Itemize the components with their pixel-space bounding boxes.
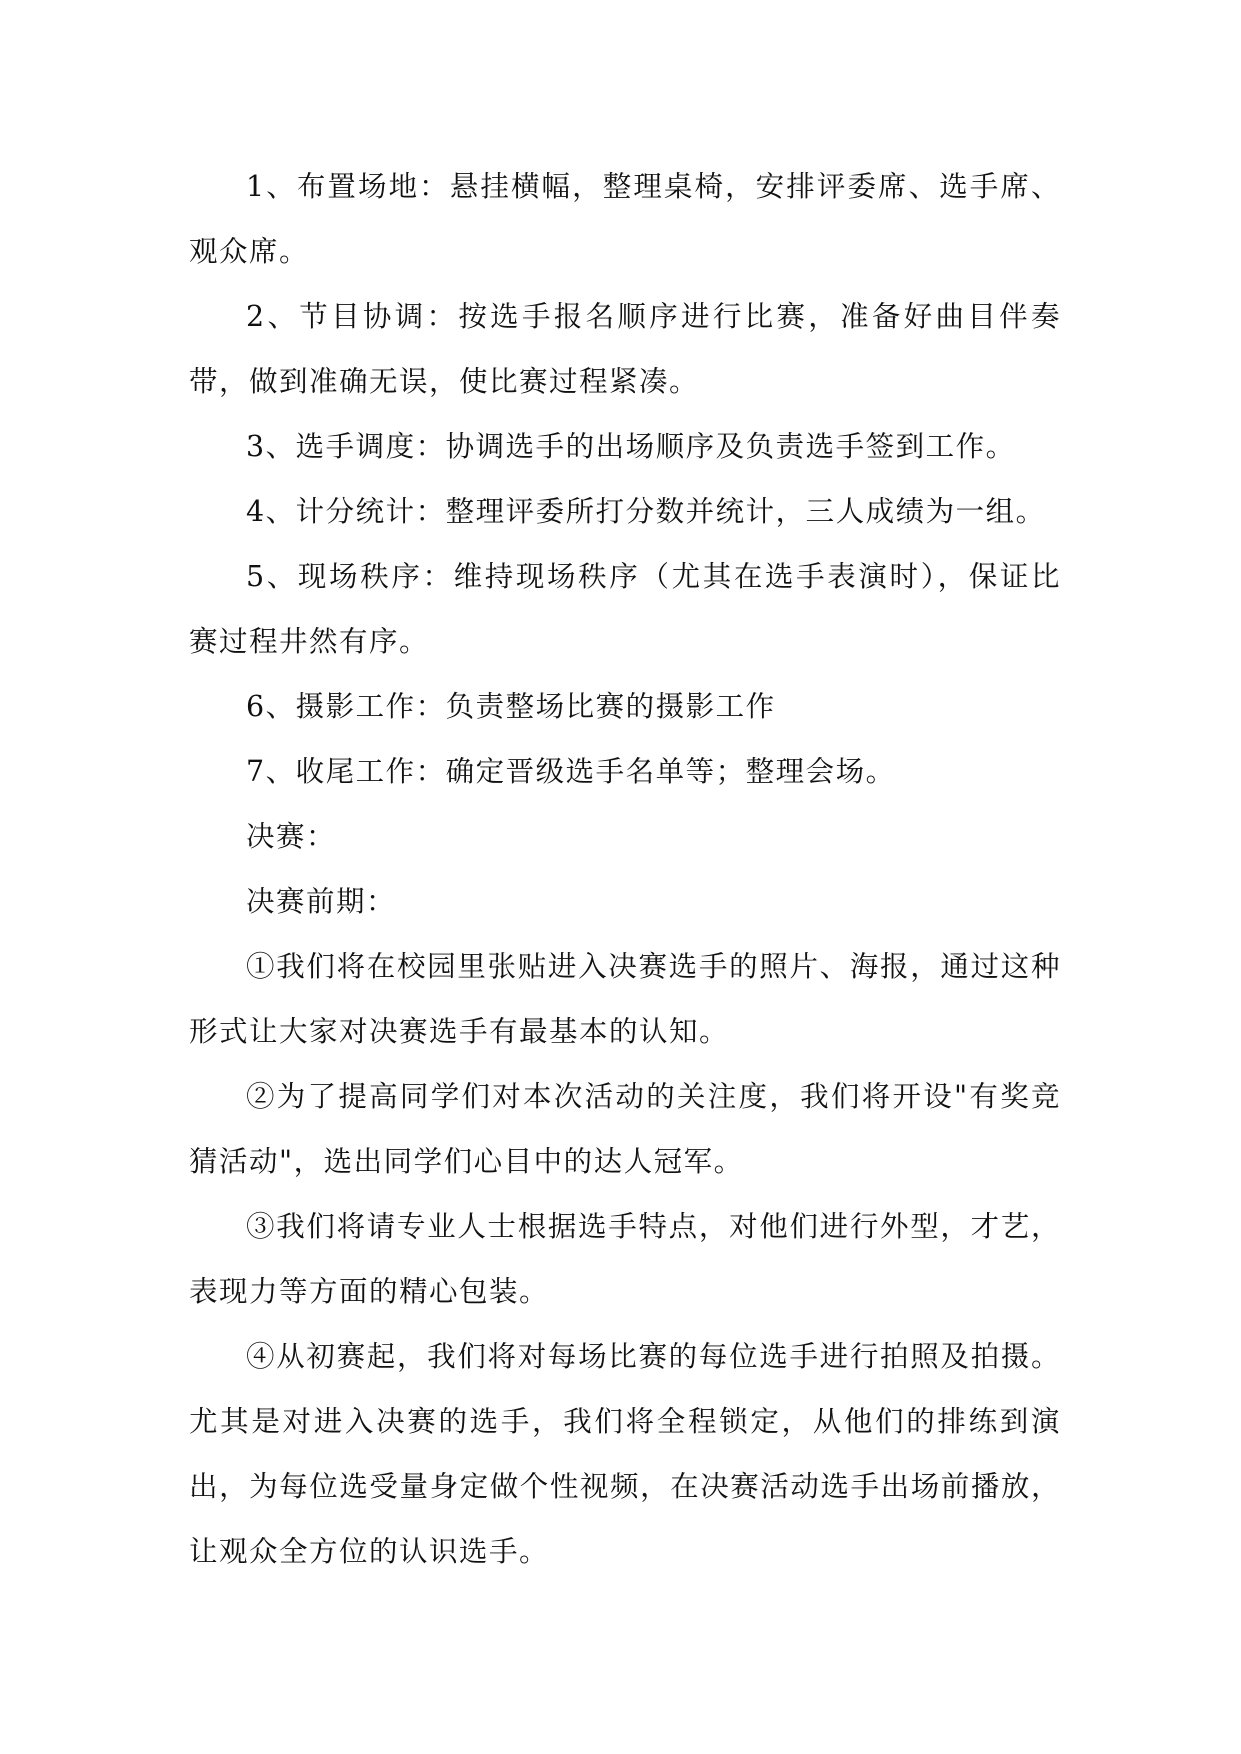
paragraph-venue-order: 5、现场秩序：维持现场秩序（尤其在选手表演时），保证比赛过程井然有序。: [189, 560, 1061, 658]
heading-pre-finals: 决赛前期：: [246, 885, 397, 918]
paragraph-wrap-up: 7、收尾工作：确定晋级选手名单等；整理会场。: [246, 755, 896, 788]
paragraph-contestant-scheduling: 3、选手调度：协调选手的出场顺序及负责选手签到工作。: [246, 430, 1016, 463]
paragraph-score-statistics: 4、计分统计：整理评委所打分数并统计，三人成绩为一组。: [246, 495, 1046, 528]
heading-finals: 决赛：: [246, 820, 337, 853]
document-body: [189, 154, 1061, 1584]
paragraph-photography: 6、摄影工作：负责整场比赛的摄影工作: [246, 690, 776, 723]
paragraph-item-4: ④从初赛起，我们将对每场比赛的每位选手进行拍照及拍摄。尤其是对进入决赛的选手，我们将全程锁定，从他们的排练到演出，为每位选受量身定做个性视频，在决赛活动选手出场前播放，让观众全方位的认识选手。: [189, 1340, 1061, 1568]
paragraph-setup-venue: 1、布置场地：悬挂横幅，整理桌椅，安排评委席、选手席、观众席。: [189, 170, 1061, 268]
paragraph-item-3: ③我们将请专业人士根据选手特点，对他们进行外型，才艺，表现力等方面的精心包装。: [189, 1210, 1061, 1308]
paragraph-item-2: ②为了提高同学们对本次活动的关注度，我们将开设"有奖竞猜活动"，选出同学们心目中的达人冠军。: [189, 1080, 1061, 1178]
paragraph-program-coordination: 2、节目协调：按选手报名顺序进行比赛，准备好曲目伴奏带，做到准确无误，使比赛过程紧凑。: [189, 300, 1061, 398]
paragraph-item-1: ①我们将在校园里张贴进入决赛选手的照片、海报，通过这种形式让大家对决赛选手有最基本的认知。: [189, 950, 1061, 1048]
